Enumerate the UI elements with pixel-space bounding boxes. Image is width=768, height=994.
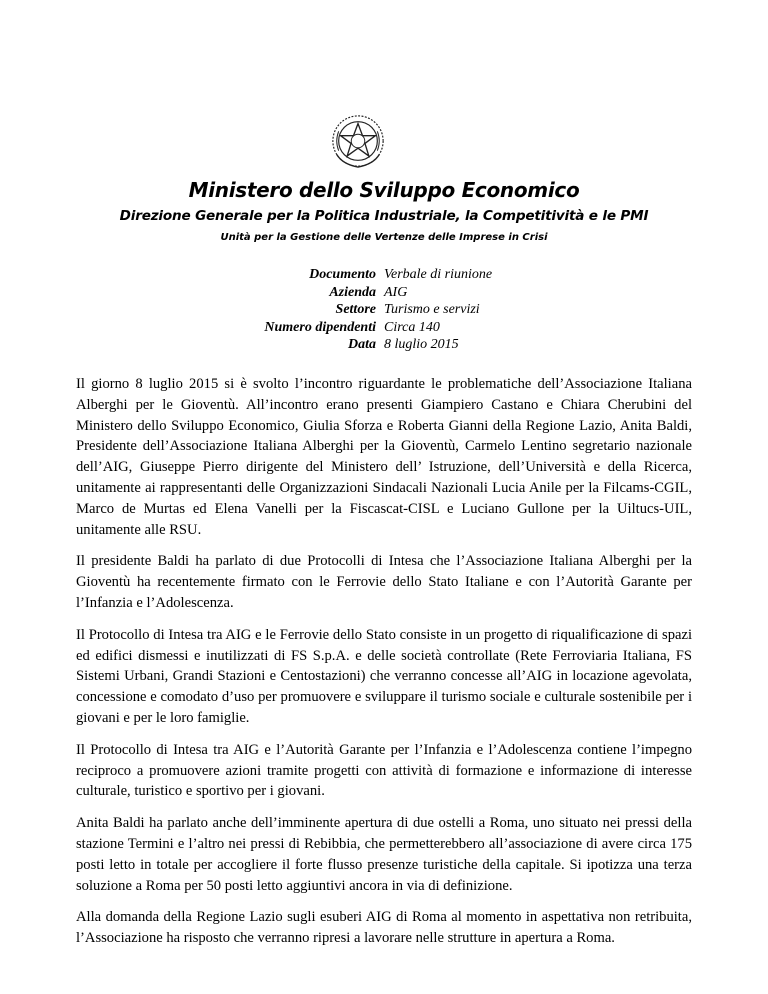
italian-republic-emblem-icon [329,112,387,170]
metadata-label: Settore [335,302,376,317]
body-paragraph: Il presidente Baldi ha parlato di due Protocolli di Intesa che l’Associazione Italiana Alberghi per la Gioventù ha recentemente firmato con le Ferrovie dello Stato Italiane e con l’Autorità Garante per l’Infanzia e l’Adolescenza. [76,553,692,611]
metadata-label: Numero dipendenti [264,319,376,335]
metadata-row [250,336,492,354]
body-paragraph: Anita Baldi ha parlato anche dell’imminente apertura di due ostelli a Roma, uno situato nei pressi della stazione Termini e l’altro nei pressi di Rebibbia, che permetterebbero all’associazione di avere circa 175 posti letto in totale per accogliere il forte flusso presenze turistiche della capitale. Si ipotizza una terza soluzione a Roma per 50 posti letto aggiuntivi ancora in via di definizione. [76,815,692,894]
ministry-title: Ministero dello Sviluppo Economico [188,178,580,202]
metadata-value: Turismo e servizi [384,302,480,317]
metadata-label: Data [348,337,376,352]
metadata-value: AIG [384,284,408,300]
body-paragraph: Alla domanda della Regione Lazio sugli esuberi AIG di Roma al momento in aspettativa non retribuita, l’Associazione ha risposto che verranno ripresi a lavorare nelle strutture in apertura a Roma. [76,909,692,947]
metadata-value: Circa 140 [384,319,440,335]
body-paragraph: Il giorno 8 luglio 2015 si è svolto l’incontro riguardante le problematiche dell’Associazione Italiana Alberghi per le Gioventù. All’incontro erano presenti Giampiero Castano e Chiara Cherubini del Ministero dello Sviluppo Economico, Giulia Sforza e Roberta Gianni della Regione Lazio, Anita Baldi, Presidente dell’Associazione Italiana Alberghi per la Gioventù, Carmelo Lentino segretario nazionale dell’AIG, Giuseppe Pierro dirigente del Ministero dell’ Istruzione, dell’Università e della Ricerca, unitamente ai rappresentanti delle Organizzazioni Sindacali Nazionali Lucia Anile per la Filcams-CGIL, Marco de Murtas ed Elena Vanelli per la Fiscascat-CISL e Luciano Gullone per la Uiltucs-UIL, unitamente alle RSU. [76,376,692,538]
unit-title: Unità per la Gestione delle Vertenze delle Imprese in Crisi [220,232,548,243]
body-paragraph: Il Protocollo di Intesa tra AIG e l’Autorità Garante per l’Infanzia e l’Adolescenza contiene l’impegno reciproco a promuovere azioni tramite progetti con attività di formazione e informazione di interesse culturale, turistico e sportivo per i giovani. [76,741,692,800]
document-body [76,374,692,960]
directorate-title: Direzione Generale per la Politica Industriale, la Competitività e le PMI [119,208,649,224]
metadata-table [250,266,492,354]
body-paragraph: Il Protocollo di Intesa tra AIG e le Ferrovie dello Stato consiste in un progetto di riqualificazione di spazi ed edifici dismessi e inutilizzati di FS S.p.A. e delle società controllate (Rete Ferroviaria Italiana, FS Sistemi Urbani, Grandi Stazioni e Centostazioni) che verranno concesse all’AIG in locazione agevolata, concessione e comodato d’uso per promuovere e sviluppare il turismo sociale e culturale sostenibile per i giovani e per le loro famiglie. [76,626,692,726]
metadata-row [250,319,492,337]
metadata-row [250,266,492,284]
metadata-label: Azienda [329,284,376,300]
metadata-value: 8 luglio 2015 [384,337,459,352]
metadata-value: Verbale di riunione [384,267,493,282]
metadata-row [250,284,492,302]
metadata-label: Documento [309,267,376,282]
metadata-row [250,301,492,319]
